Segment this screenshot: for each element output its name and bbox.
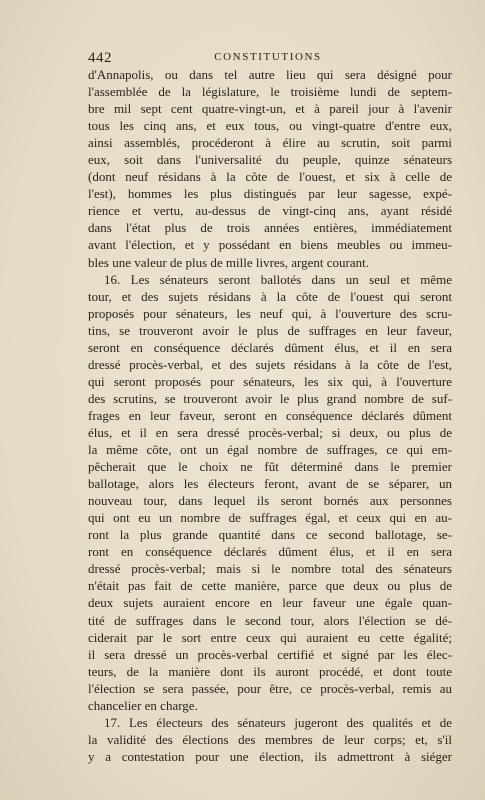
- text-line: l'assemblée de la législature, le troisième lundi de septem-: [88, 84, 452, 100]
- paragraph-continuation: [88, 66, 452, 271]
- text-line: l'élection se sera passée, pour être, ce procès-verbal, remis au: [88, 680, 452, 696]
- text-line: ront en conséquence déclarés dûment élus, et il en sera: [88, 544, 452, 560]
- text-line: dressé procès-verbal, et des sujets résidans à la côte de l'est,: [88, 356, 452, 372]
- text-line: d'Annapolis, ou dans tel autre lieu qui sera désigné pour: [88, 67, 452, 82]
- text-line: nouveau tour, dans lequel ils seront bornés aux personnes: [88, 493, 452, 509]
- text-line: proposés pour sénateurs, les neuf qui, à l'ouverture des scru-: [88, 305, 452, 321]
- text-line: dressé procès-verbal; mais si le nombre total des sénateurs: [88, 561, 452, 577]
- text-line: tour, et des sujets résidans à la côte de l'ouest qui seront: [88, 288, 452, 304]
- text-line: il sera dressé un procès-verbal certifié et signé par les élec-: [88, 646, 452, 662]
- text-line: (dont neuf résidans à la côte de l'ouest, et six à celle de: [88, 169, 452, 185]
- text-line: l'est), hommes les plus distingués par leur sagesse, expé-: [88, 186, 452, 202]
- text-line: tous les cinq ans, et eux tous, ou vingt-quatre d'entre eux,: [88, 118, 452, 134]
- text-line: bre mil sept cent quatre-vingt-un, et à pareil jour à l'avenir: [88, 101, 452, 117]
- text-line: chancelier en charge.: [88, 697, 198, 713]
- text-line: dans l'état plus de trois années entières, immédiatement: [88, 220, 452, 236]
- text-line: tité de suffrages dans le second tour, alors l'élection se dé-: [88, 612, 452, 628]
- text-line: avant l'élection, et y possédant en biens meubles ou immeu-: [88, 237, 452, 253]
- text-line: teurs, de la manière dont ils auront procédé, et dont toute: [88, 663, 452, 679]
- text-line: rience et vertu, au-dessus de vingt-cinq ans, ayant résidé: [88, 203, 452, 219]
- text-line: 16. Les sénateurs seront ballotés dans un seul et même: [104, 271, 452, 287]
- body-text: [88, 66, 452, 765]
- text-line: frages en leur faveur, seront en conséquence déclarés dûment: [88, 407, 452, 423]
- text-line: tins, se trouveront avoir le plus de suffrages en leur faveur,: [88, 322, 452, 338]
- text-line: seront en conséquence déclarés dûment élus, et il en sera: [88, 339, 452, 355]
- text-line: y a contestation pour une élection, ils admettront à siéger: [88, 748, 452, 764]
- text-line: n'était pas fait de cette manière, parce que deux ou plus de: [88, 578, 452, 594]
- text-line: ainsi assemblés, procéderont à élire au scrutin, soit parmi: [88, 135, 452, 151]
- text-line: deux sujets auraient encore en leur faveur une égale quan-: [88, 595, 452, 611]
- running-head: CONSTITUTIONS: [214, 51, 322, 63]
- text-line: élus, et il en sera dressé procès-verbal; si deux, ou plus de: [88, 424, 452, 440]
- text-line: la validité des élections des membres de leur corps; et, s'il: [88, 731, 452, 747]
- text-line: qui seront proposés pour sénateurs, les six qui, à l'ouverture: [88, 373, 452, 389]
- page-header: [88, 50, 448, 66]
- text-line: la même côte, ont un égal nombre de suffrages, ce qui em-: [88, 442, 452, 458]
- text-line: bles une valeur de plus de mille livres, argent courant.: [88, 254, 369, 270]
- text-line: qui ont eu un nombre de suffrages égal, et ceux qui en au-: [88, 510, 452, 526]
- text-line: eux, soit dans l'universalité du peuple, quinze sénateurs: [88, 152, 452, 168]
- text-line: ballotage, alors les électeurs feront, avant de se séparer, un: [88, 476, 452, 492]
- text-line: des scrutins, se trouveront avoir le plus grand nombre de suf-: [88, 390, 452, 406]
- text-line: ciderait par le sort entre ceux qui auraient eu cette égalité;: [88, 629, 452, 645]
- text-line: 17. Les électeurs des sénateurs jugeront des qualités et de: [104, 714, 452, 730]
- text-line: pêcherait que le choix ne fût déterminé dans le premier: [88, 459, 452, 475]
- paragraph-article-17: [88, 714, 452, 765]
- page-number: 442: [88, 50, 112, 66]
- text-line: ront la plus grande quantité dans ce second ballotage, se-: [88, 527, 452, 543]
- paragraph-article-16: [88, 271, 452, 714]
